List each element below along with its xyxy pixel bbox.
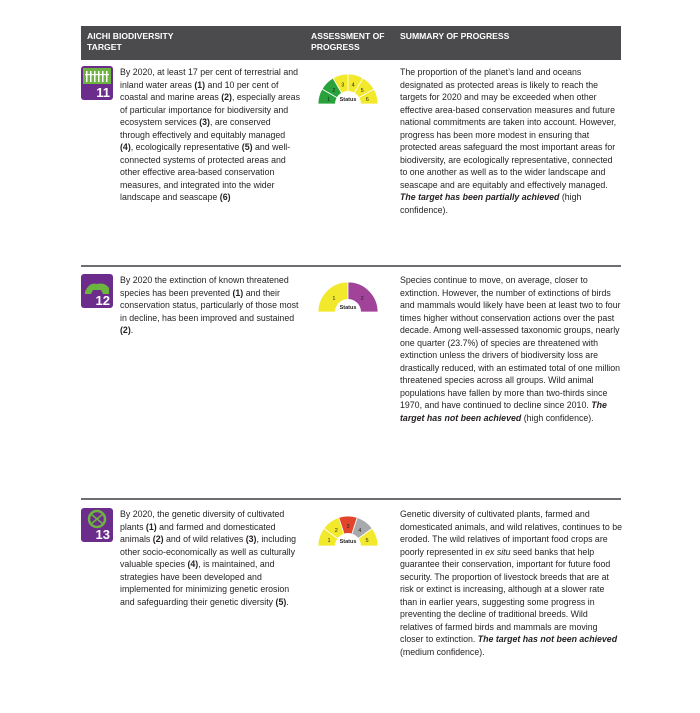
threatened-species-icon bbox=[81, 274, 113, 308]
summary-run: The target has not been achieved bbox=[477, 634, 618, 644]
target-run: (4) bbox=[120, 142, 131, 152]
genetic-diversity-icon bbox=[81, 508, 113, 542]
header-summary: SUMMARY OF PROGRESS bbox=[400, 31, 510, 41]
target-run: , including other socio-economically as well as culturally valuable species bbox=[120, 534, 297, 569]
gauge-segment-label: 2 bbox=[332, 87, 336, 94]
icon-fence-post bbox=[90, 71, 92, 82]
summary-text bbox=[400, 508, 622, 658]
target-run: (3) bbox=[199, 117, 210, 127]
target-run: By 2020, at least 17 per cent of terrestrial and inland water areas bbox=[120, 67, 298, 90]
icon-fence-post bbox=[106, 71, 108, 82]
gauge-segment-label: 5 bbox=[365, 537, 369, 544]
target-run: (3) bbox=[245, 534, 257, 544]
target-run: (5) bbox=[275, 596, 287, 607]
target-run: (2) bbox=[120, 325, 131, 335]
summary-run: (high confidence). bbox=[400, 192, 582, 215]
summary-text bbox=[400, 66, 622, 216]
status-gauge bbox=[316, 66, 380, 110]
target-run: (5) bbox=[241, 142, 253, 152]
gauge-segment-label: 3 bbox=[341, 82, 345, 89]
target-text bbox=[120, 508, 300, 608]
target-run: and 10 per cent of coastal and marine areas bbox=[120, 79, 279, 102]
target-text bbox=[120, 66, 300, 204]
target-run: (6) bbox=[219, 192, 231, 202]
target-run: (2) bbox=[221, 92, 232, 102]
summary-text bbox=[400, 274, 622, 424]
gauge-segment-label: 3 bbox=[346, 524, 350, 530]
target-run: (4) bbox=[187, 559, 199, 569]
status-gauge bbox=[316, 274, 380, 318]
target-text bbox=[120, 274, 300, 337]
target-run: (2) bbox=[152, 534, 164, 544]
gauge-segment-label: 1 bbox=[327, 96, 331, 103]
icon-fence-post bbox=[86, 71, 88, 82]
target-run: and their conservation status, particularly of those most in decline, has been improved and sustained bbox=[120, 287, 299, 323]
gauge-segment-label: 1 bbox=[332, 295, 336, 302]
summary-run: (medium confidence). bbox=[400, 646, 485, 657]
target-run: , is maintained, and strategies have been developed and implemented for minimizing genetic erosion and safeguarding their genetic diversity bbox=[120, 559, 290, 607]
gauge-segment-label: 5 bbox=[360, 87, 364, 94]
summary-run: The proportion of the planet’s land and oceans designated as protected areas is likely to reach the targets for 2020 and may be exceeded when other effective area-based conservation measures and future national commitments are taken into account. However, progress has been more modest in ensuring that protected areas safeguard the most important areas for biodiversity, are ecologically representative, connected to one another as well as to the wider landscape and seascape and are equitably and effectively managed. bbox=[400, 67, 617, 190]
target-run: and well-connected systems of protected areas and other effective area-based conservation measures, and integrated into the wider landscape and seascape bbox=[120, 142, 291, 202]
table-header bbox=[81, 26, 621, 60]
summary-run: Species continue to move, on average, closer to extinction. However, the number of extinctions of birds and mammals would likely have been at least two to four times higher without conservation actions over the past decade. Among well-assessed taxonomic groups, nearly one quarter (23.7%) of species are threatened with extinction unless the drivers of biodiversity loss are drastically reduced, with an estimated total of one million threatened species across all groups. Wild animal populations have fallen by more than two-thirds since 1970, and have continued to decline since 2010. bbox=[400, 275, 621, 410]
row-divider bbox=[81, 498, 621, 500]
target-run: , especially areas of particular importance for biodiversity and ecosystem services bbox=[120, 92, 300, 127]
target-run: and of wild relatives bbox=[163, 534, 246, 544]
gauge-segment-label: 2 bbox=[334, 527, 338, 534]
icon-fence-post bbox=[94, 71, 96, 82]
icon-number: 11 bbox=[96, 85, 110, 100]
gauge-segment-label: 4 bbox=[358, 527, 362, 534]
summary-run: ex situ bbox=[485, 546, 511, 557]
gauge-status-label: Status bbox=[339, 539, 357, 545]
row-divider bbox=[81, 265, 621, 267]
icon-fence-post bbox=[102, 71, 104, 82]
target-run: , ecologically representative bbox=[130, 142, 242, 152]
target-run: (1) bbox=[145, 521, 157, 532]
icon-fence-post bbox=[98, 71, 100, 82]
target-run: (1) bbox=[232, 287, 244, 298]
header-target: AICHI BIODIVERSITY TARGET bbox=[87, 31, 174, 52]
icon-number: 12 bbox=[95, 293, 110, 308]
target-run: , are conserved through effectively and equitably managed bbox=[120, 117, 286, 140]
header-assessment: ASSESSMENT OF PROGRESS bbox=[311, 31, 385, 52]
target-run: (1) bbox=[194, 79, 206, 90]
target-run: . bbox=[286, 596, 289, 607]
target-run: . bbox=[130, 325, 134, 335]
gauge-segment-label: 6 bbox=[365, 96, 369, 103]
gauge-status-label: Status bbox=[339, 305, 357, 311]
status-gauge bbox=[316, 508, 380, 552]
gauge-segment-label: 1 bbox=[327, 537, 331, 544]
summary-run: (high confidence). bbox=[521, 412, 594, 423]
icon-fence-rail bbox=[85, 74, 109, 75]
icon-number: 13 bbox=[95, 527, 110, 542]
summary-run: The target has not been achieved bbox=[400, 400, 607, 423]
gauge-segment-label: 2 bbox=[360, 295, 364, 302]
summary-run: seed banks that help guarantee their conservation, important for future food security. The proportion of livestock breeds that are at risk or extinct is increasing, although at a slower rate than in earlier years, suggesting some progress in preventing the decline of traditional breeds. Wild relatives of farmed birds and mammals are moving closer to extinction. bbox=[400, 546, 611, 644]
target-run: By 2020 the extinction of known threatened species has been prevented bbox=[120, 275, 289, 298]
target-run: By 2020, the genetic diversity of cultivated plants bbox=[120, 509, 285, 532]
summary-run: The target has been partially achieved bbox=[400, 192, 560, 202]
target-run: and farmed and domesticated animals bbox=[120, 521, 276, 544]
protected-areas-icon bbox=[81, 66, 113, 100]
gauge-status-label: Status bbox=[339, 97, 357, 103]
summary-run: Genetic diversity of cultivated plants, farmed and domesticated animals, and wild relatives, continues to be eroded. The wild relatives of important food crops are poorly represented in bbox=[400, 509, 622, 557]
gauge-segment-label: 4 bbox=[351, 82, 355, 89]
